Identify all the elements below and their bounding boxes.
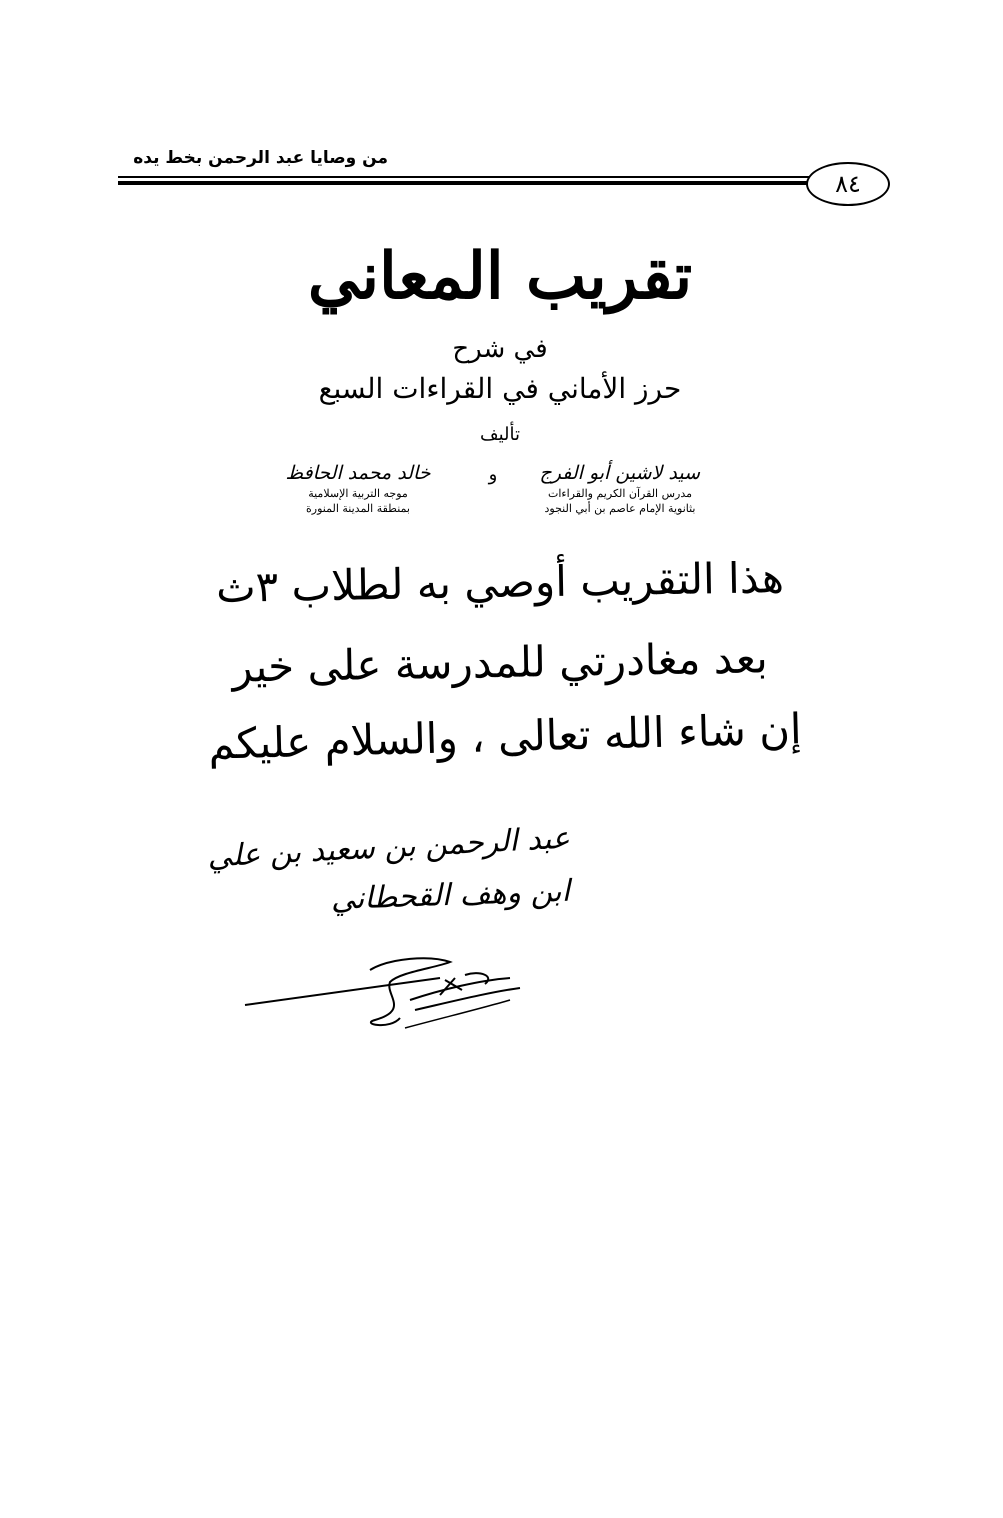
signature-name-line-2: ابن وهف القحطاني bbox=[330, 873, 571, 918]
author-right-line2: بثانوية الإمام عاصم بن أبي النجود bbox=[544, 502, 696, 515]
taleef-label: تأليف bbox=[479, 424, 521, 445]
book-subtitle: حرز الأماني في القراءات السبع bbox=[318, 372, 682, 405]
page-number: ٨٤ bbox=[806, 162, 890, 206]
author-left-line1: موجه التربية الإسلامية bbox=[308, 487, 408, 500]
author-right-line1: مدرس القرآن الكريم والقراءات bbox=[548, 487, 692, 500]
handwritten-line-1: هذا التقريب أوصي به لطلاب ٣ث bbox=[215, 553, 785, 612]
header-rule-thick bbox=[118, 181, 818, 185]
handwritten-line-2: بعد مغادرتي للمدرسة على خير bbox=[231, 633, 769, 692]
running-title: من وصايا عبد الرحمن بخط يده bbox=[133, 148, 388, 168]
author-left-line2: بمنطقة المدينة المنورة bbox=[306, 502, 410, 515]
handwritten-signature bbox=[240, 950, 540, 1040]
and-conjunction: و bbox=[488, 464, 498, 485]
author-right-name: سيد لاشين أبو الفرج bbox=[539, 462, 700, 484]
header-rule-thin bbox=[118, 176, 818, 178]
book-title: تقريب المعاني bbox=[307, 239, 693, 314]
handwritten-line-3: إن شاء الله تعالى ، والسلام عليكم bbox=[207, 704, 803, 769]
author-left bbox=[278, 460, 438, 516]
author-right bbox=[540, 460, 700, 516]
author-left-name: خالد محمد الحافظ bbox=[285, 462, 431, 484]
signature-name-line-1: عبد الرحمن بن سعيد بن علي bbox=[206, 820, 571, 875]
fi-sharh-text: في شرح bbox=[452, 334, 548, 364]
